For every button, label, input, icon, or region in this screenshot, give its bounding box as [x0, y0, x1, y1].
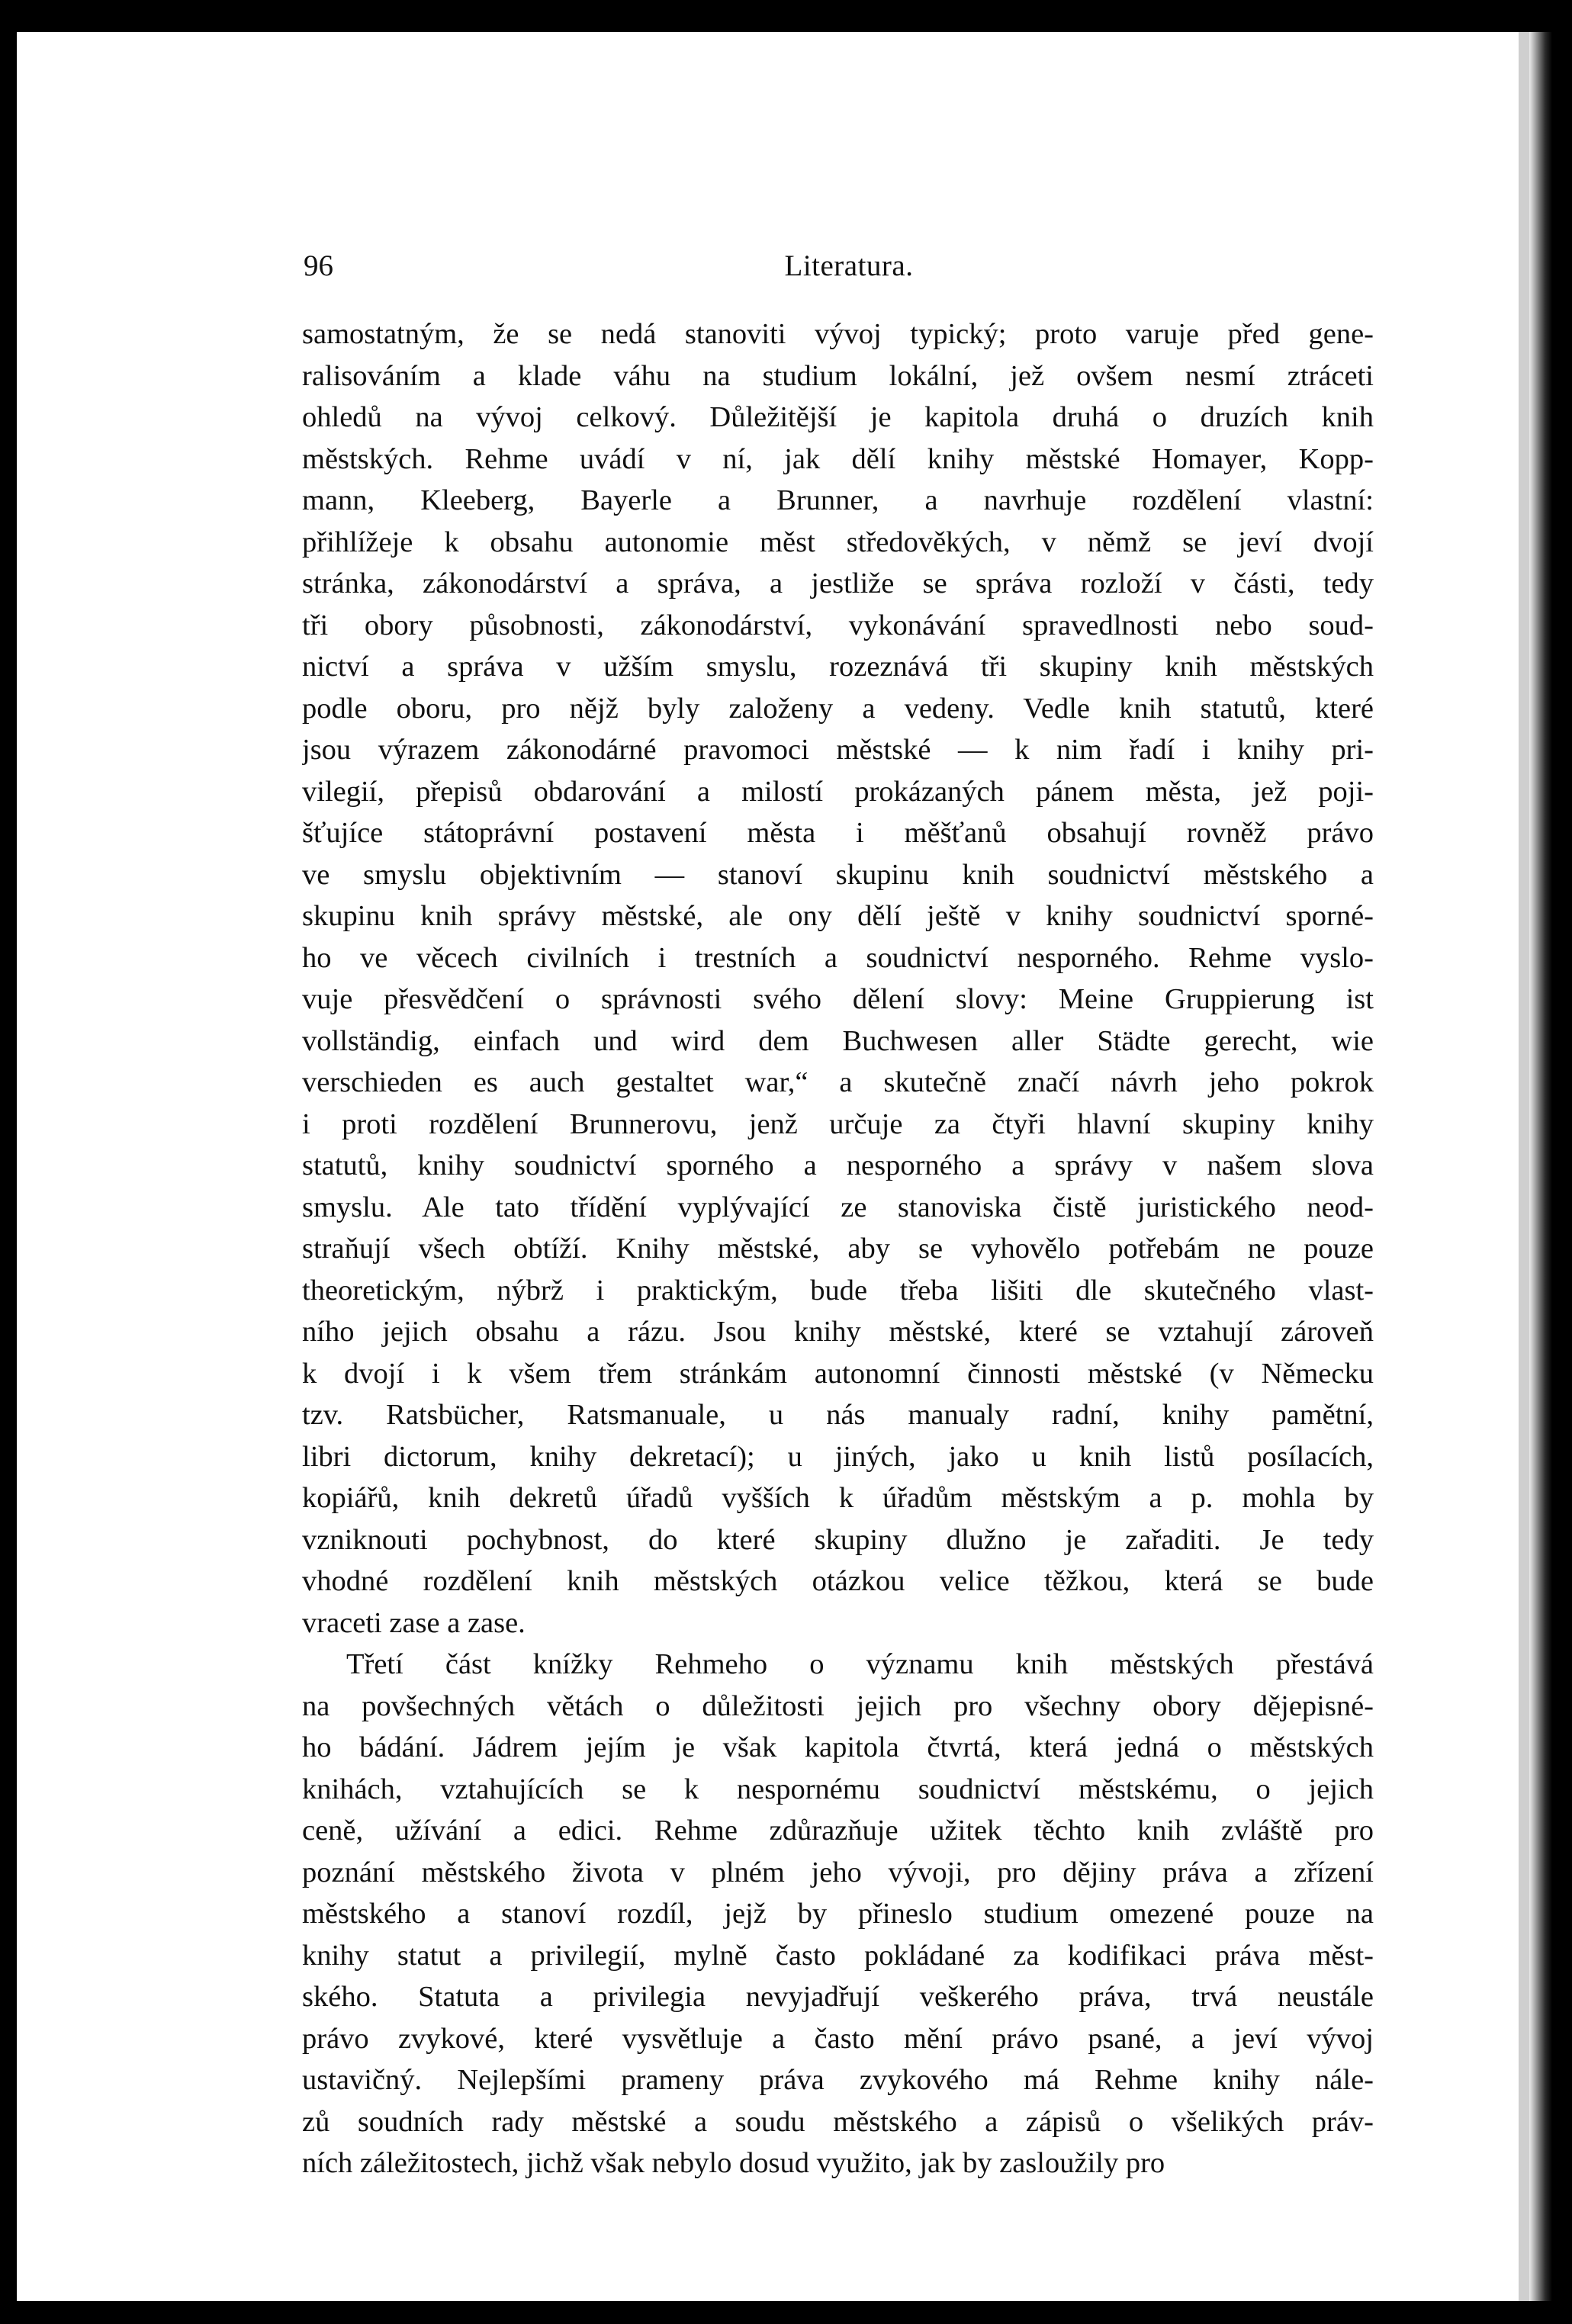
text-line: kopiářů, knih dekretů úřadů vyšších k úřadům městským a p. mohla by [302, 1482, 1374, 1514]
text-line: ralisováním a klade váhu na studium lokální, jež ovšem nesmí ztráceti [302, 359, 1374, 392]
text-line: vzniknouti pochybnost, do které skupiny dlužno je zařaditi. Je tedy [302, 1523, 1374, 1556]
text-line: smyslu. Ale tato třídění vyplývající ze stanoviska čistě juristického neod- [302, 1191, 1374, 1223]
text-line: k dvojí i k všem třem stránkám autonomní činnosti městské (v Německu [302, 1357, 1374, 1390]
scan-edge-shadow [1529, 32, 1552, 2301]
text-line: stránka, zákonodárství a správa, a jestliže se správa rozloží v části, tedy [302, 567, 1374, 599]
text-line: přihlížeje k obsahu autonomie měst středověkých, v němž se jeví dvojí [302, 526, 1374, 558]
text-line: ve smyslu objektivním — stanoví skupinu knih soudnictví městského a [302, 858, 1374, 891]
text-line: libri dictorum, knihy dekretací); u jiných, jako u knih listů posílacích, [302, 1440, 1374, 1473]
text-line: tzv. Ratsbücher, Ratsmanuale, u nás manualy radní, knihy pamětní, [302, 1399, 1374, 1431]
text-line: skupinu knih správy městské, ale ony dělí ještě v knihy soudnictví sporné- [302, 900, 1374, 932]
text-line: zů soudních rady městské a soudu městského a zápisů o všelikých práv- [302, 2105, 1374, 2138]
text-line: ních záležitostech, jichž však nebylo dosud využito, jak by zasloužily pro [302, 2147, 1165, 2179]
text-line: podle oboru, pro nějž byly založeny a vedeny. Vedle knih statutů, které [302, 692, 1374, 725]
text-line: ho bádání. Jádrem jejím je však kapitola čtvrtá, která jedná o městských [302, 1731, 1374, 1763]
text-line: tři obory působnosti, zákonodárství, vykonávání spravedlnosti nebo soud- [302, 609, 1374, 641]
text-line: městských. Rehme uvádí v ní, jak dělí knihy městské Homayer, Kopp- [302, 442, 1374, 475]
text-line: samostatným, že se nedá stanoviti vývoj typický; proto varuje před gene- [302, 318, 1374, 350]
text-line: právo zvykové, které vysvětluje a často mění právo psané, a jeví vývoj [302, 2022, 1374, 2055]
text-line: Třetí část knížky Rehmeho o významu knih městských přestává [346, 1648, 1374, 1680]
text-line: verschieden es auch gestaltet war,“ a skutečně značí návrh jeho pokrok [302, 1066, 1374, 1098]
text-line: jsou výrazem zákonodárné pravomoci městské — k nim řadí i knihy pri- [302, 734, 1374, 766]
page-number: 96 [304, 249, 333, 282]
text-line: vraceti zase a zase. [302, 1606, 526, 1639]
text-line: theoretickým, nýbrž i praktickým, bude třeba lišiti dle skutečného vlast- [302, 1274, 1374, 1307]
text-line: knihy statut a privilegií, mylně často pokládané za kodifikaci práva měst- [302, 1939, 1374, 1972]
text-line: knihách, vztahujících se k nespornému soudnictví městskému, o jejich [302, 1773, 1374, 1805]
text-line: i proti rozdělení Brunnerovu, jenž určuje za čtyři hlavní skupiny knihy [302, 1107, 1374, 1140]
text-line: mann, Kleeberg, Bayerle a Brunner, a navrhuje rozdělení vlastní: [302, 484, 1374, 516]
page-header [304, 239, 1394, 285]
text-line: městského a stanoví rozdíl, jejž by přineslo studium omezené pouze na [302, 1898, 1374, 1930]
text-line: šťujíce státoprávní postavení města i měšťanů obsahují rovněž právo [302, 817, 1374, 849]
text-line: vollständig, einfach und wird dem Buchwesen aller Städte gerecht, wie [302, 1024, 1374, 1057]
text-line: vhodné rozdělení knih městských otázkou velice těžkou, která se bude [302, 1565, 1374, 1597]
text-line: poznání městského života v plném jeho vývoji, pro dějiny práva a zřízení [302, 1856, 1374, 1888]
text-line: straňují všech obtíží. Knihy městské, aby se vyhovělo potřebám ne pouze [302, 1233, 1374, 1265]
text-line: vuje přesvědčení o správnosti svého dělení slovy: Meine Gruppierung ist [302, 983, 1374, 1015]
text-line: statutů, knihy soudnictví sporného a nesporného a správy v našem slova [302, 1149, 1374, 1181]
running-head: Literatura. [784, 249, 914, 282]
text-line: nictví a správa v užším smyslu, rozeznává tři skupiny knih městských [302, 651, 1374, 683]
text-line: vilegií, přepisů obdarování a milostí prokázaných pánem města, jež poji- [302, 775, 1374, 808]
text-line: ustavičný. Nejlepšími prameny práva zvykového má Rehme knihy nále- [302, 2064, 1374, 2096]
body-text [302, 313, 1374, 2184]
text-line: ceně, užívání a edici. Rehme zdůrazňuje užitek těchto knih zvláště pro [302, 1815, 1374, 1847]
text-line: ského. Statuta a privilegia nevyjadřují veškerého práva, trvá neustále [302, 1981, 1374, 2013]
text-line: na povšechných větách o důležitosti jejich pro všechny obory dějepisné- [302, 1689, 1374, 1722]
text-line: ního jejich obsahu a rázu. Jsou knihy městské, které se vztahují zároveň [302, 1316, 1374, 1348]
text-line: ho ve věcech civilních i trestních a soudnictví nesporného. Rehme vyslo- [302, 941, 1374, 974]
text-line: ohledů na vývoj celkový. Důležitější je kapitola druhá o druzích knih [302, 401, 1374, 433]
